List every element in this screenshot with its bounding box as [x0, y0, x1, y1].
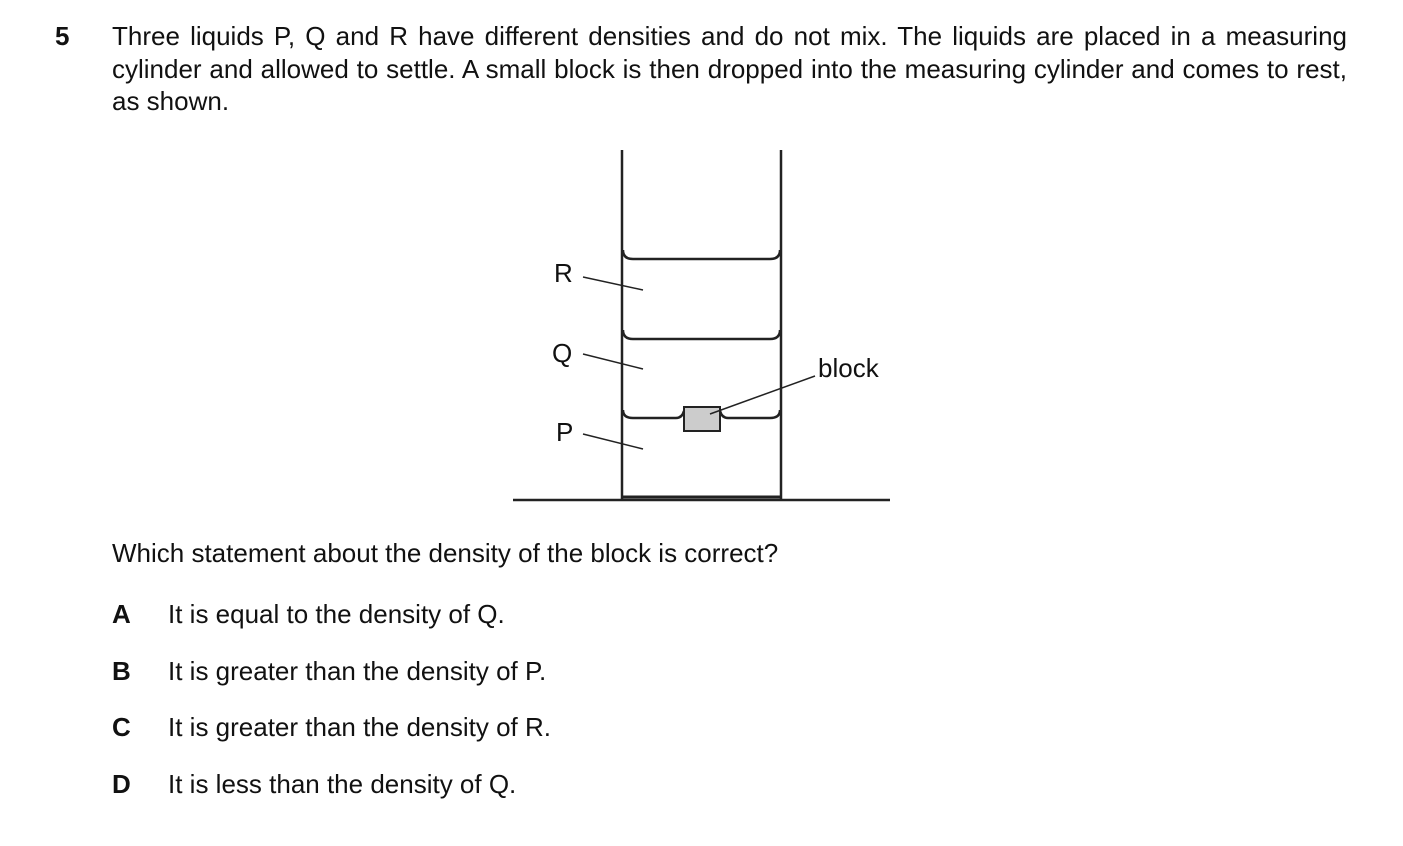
option-letter: A	[112, 599, 131, 629]
question-stem: Three liquids P, Q and R have different densities and do not mix. The liquids are placed in a measuring cylinder and allowed to settle. A small block is then dropped into the measuring cylinder and comes to rest, as shown.	[112, 21, 1347, 116]
option-text: It is greater than the density of P.	[168, 655, 547, 686]
label-q: Q	[552, 338, 573, 368]
boundary-r-q	[623, 330, 780, 339]
option-letter: D	[112, 768, 131, 799]
option-letter: C	[112, 712, 131, 742]
option-d[interactable]	[112, 768, 551, 825]
option-a[interactable]	[112, 598, 551, 655]
label-block: block	[818, 353, 879, 383]
option-c[interactable]	[112, 711, 551, 768]
boundary-q-p-left	[623, 410, 684, 418]
label-r: R	[554, 258, 573, 288]
boundary-q-p-right	[720, 410, 780, 418]
leader-p	[583, 434, 643, 449]
option-text: It is greater than the density of R.	[168, 712, 551, 742]
option-text: It is less than the density of Q.	[168, 768, 517, 799]
label-p: P	[556, 417, 574, 447]
question-number: 5	[55, 21, 70, 51]
option-text: It is equal to the density of Q.	[168, 599, 505, 629]
option-letter: B	[112, 655, 131, 686]
leader-q	[583, 354, 643, 369]
leader-block	[710, 376, 815, 414]
answer-options	[112, 598, 551, 824]
surface-r-top	[623, 250, 780, 259]
block	[684, 407, 720, 431]
question-prompt: Which statement about the density of the block is correct?	[112, 538, 779, 568]
option-b[interactable]	[112, 655, 551, 712]
leader-r	[583, 277, 643, 290]
